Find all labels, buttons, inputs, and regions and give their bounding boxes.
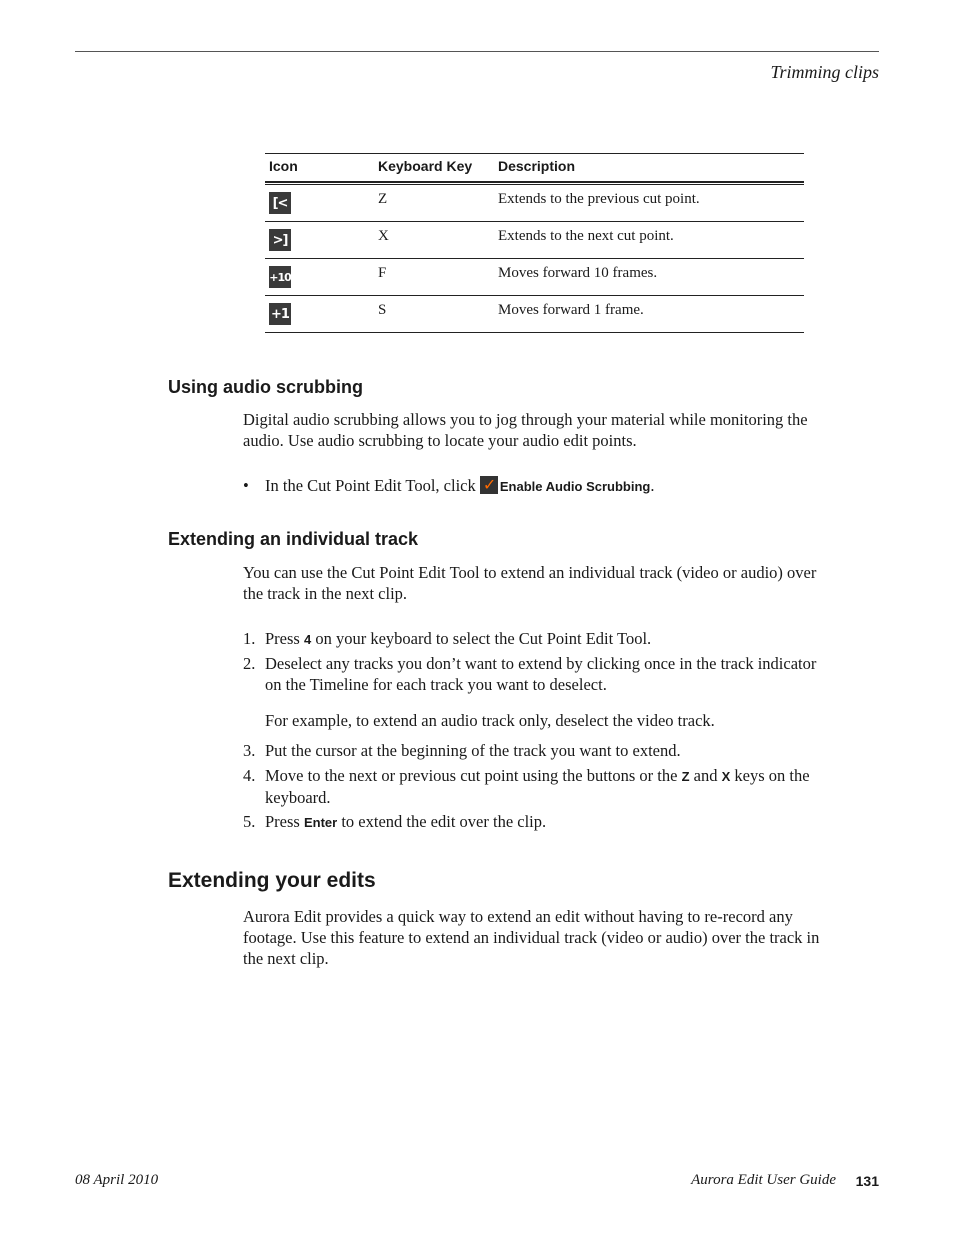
audio-scrubbing-heading: Using audio scrubbing bbox=[168, 377, 364, 397]
audio-scrubbing-paragraph: Digital audio scrubbing allows you to jog through your material while monitoring the audio. Use audio scrubbing to locate your audio edit points. bbox=[243, 410, 808, 450]
step-text-part: Press bbox=[265, 812, 304, 831]
table-row bbox=[265, 185, 804, 222]
step-text-part: to extend the edit over the clip. bbox=[337, 812, 547, 831]
table-row bbox=[265, 259, 804, 296]
step-number: 2. bbox=[243, 654, 256, 673]
key-label: X bbox=[721, 769, 731, 784]
row-key: Z bbox=[378, 191, 388, 207]
step-number: 5. bbox=[243, 812, 256, 831]
table-row bbox=[265, 296, 804, 333]
step-text-part: keys on the keyboard. bbox=[265, 766, 810, 807]
key-label: 4 bbox=[303, 632, 312, 647]
table-row bbox=[265, 222, 804, 259]
step-text: Deselect any tracks you don’t want to extend by clicking once in the track indicator on the Timeline for each track you want to deselect. bbox=[265, 654, 817, 694]
shortcut-table bbox=[265, 153, 804, 333]
extend-track-paragraph: You can use the Cut Point Edit Tool to extend an individual track (video or audio) over the track in the next clip. bbox=[243, 563, 817, 603]
row-description: Moves forward 10 frames. bbox=[498, 265, 658, 281]
step-number: 1. bbox=[243, 629, 256, 648]
column-header-icon: Icon bbox=[269, 158, 298, 174]
row-key: X bbox=[378, 228, 389, 244]
step-text bbox=[265, 628, 835, 650]
column-header-description: Description bbox=[498, 158, 576, 174]
key-label: Enter bbox=[303, 815, 338, 830]
enable-audio-scrubbing-label: Enable Audio Scrubbing bbox=[499, 479, 651, 494]
previous-cut-point-icon: [< bbox=[269, 192, 291, 214]
next-cut-point-icon: >] bbox=[269, 229, 291, 251]
extending-edits-paragraph: Aurora Edit provides a quick way to extend an edit without having to re-record any footage. Use this feature to extend an individual track (video or audio) over the track in the next clip. bbox=[243, 907, 820, 968]
table-header bbox=[265, 153, 804, 181]
bullet: • bbox=[243, 476, 249, 495]
row-key: F bbox=[378, 265, 387, 281]
step-text bbox=[265, 765, 835, 808]
row-description: Extends to the next cut point. bbox=[498, 228, 674, 244]
extend-track-heading: Extending an individual track bbox=[168, 529, 419, 549]
bullet-suffix: . bbox=[650, 476, 655, 495]
step-text bbox=[265, 811, 835, 833]
step-note-text: For example, to extend an audio track only, deselect the video track. bbox=[265, 711, 715, 730]
step-text-part: and bbox=[689, 766, 722, 785]
row-description: Extends to the previous cut point. bbox=[498, 191, 700, 207]
header-rule bbox=[75, 51, 879, 52]
column-header-key: Keyboard Key bbox=[378, 158, 473, 174]
step-text-part: Move to the next or previous cut point using the buttons or the bbox=[265, 766, 682, 785]
forward-1-frame-icon: +1 bbox=[269, 303, 291, 325]
running-header: Trimming clips bbox=[770, 62, 879, 82]
step-number: 3. bbox=[243, 741, 256, 760]
bullet-text bbox=[265, 475, 835, 497]
extending-edits-heading: Extending your edits bbox=[168, 869, 376, 892]
key-label: Z bbox=[681, 769, 690, 784]
bullet-prefix: In the Cut Point Edit Tool, click bbox=[265, 476, 476, 495]
step-text: Put the cursor at the beginning of the track you want to extend. bbox=[265, 741, 681, 760]
footer-guide-title: Aurora Edit User Guide bbox=[691, 1172, 836, 1188]
step-number: 4. bbox=[243, 766, 256, 785]
row-description: Moves forward 1 frame. bbox=[498, 302, 644, 318]
row-key: S bbox=[378, 302, 387, 318]
footer-date: 08 April 2010 bbox=[75, 1172, 159, 1188]
page-number: 131 bbox=[855, 1173, 879, 1189]
audio-scrubbing-icon bbox=[480, 476, 498, 494]
step-text-part: Press bbox=[265, 629, 304, 648]
forward-10-frames-icon: +10 bbox=[269, 266, 291, 288]
step-text-part: on your keyboard to select the Cut Point Edit Tool. bbox=[311, 629, 652, 648]
